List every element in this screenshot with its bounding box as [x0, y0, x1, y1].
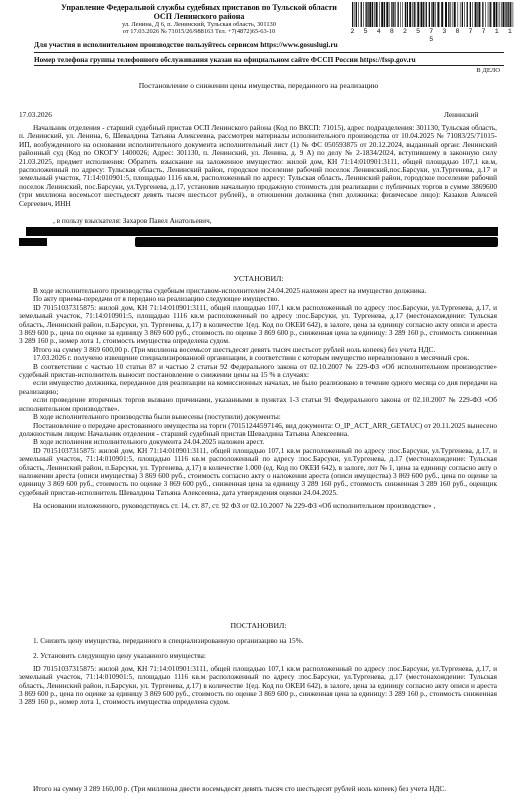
v-delo-mark: В ДЕЛО — [476, 67, 500, 74]
document-date: 17.03.2026 — [19, 110, 52, 119]
postanovil-item: 1. Снизить цену имущества, переданного в специализированную организацию на 15%. — [33, 636, 304, 645]
document-city: Ленинский — [444, 110, 479, 119]
redaction-bar — [135, 237, 498, 247]
document-reference: от 17.03.2026 № 71015/26/988163 Тел. +7(4872)65-63-10 — [122, 28, 276, 36]
ustanovil-paragraph: ID 70151037315875: жилой дом, КН 71:14:010901:3111, общей площадью 107,1 кв.м расположенный по адресу :пос.Барсуки, ул.Тургенева, д.17, и земельный участок, 71:14:010901:5, площадью 1116 кв.м расположенный по адресу :пос.Барсуки, ул.Тургенева, д.17 (местонахождение: Тульская область, Ленинский район, п.Барсуки, ул. Тургенева, д.17) в количестве 1.000 (ед. Код по ОКЕИ 642), в залоге, лот № 1, цена за единицу согласно акту о наложении ареста (описи имущества) 3 869 600 руб., стоимость согласно акту о наложении ареста (описи имущества) 3 869 600 руб., цена по оценке за единицу 3 869 600 руб., стоимость по оценке 3 869 600 руб., сниженная цена за единицу 3 289 160 руб., стоимость сниженная 3 289 160 руб., оценщик судебный пристав-исполнитель Шевалдина Татьяна Алексеевна, дата утверждения оценки 24.04.2025. — [19, 445, 497, 497]
organization-address — [34, 21, 364, 35]
total-final — [19, 785, 497, 793]
ustanovil-paragraph: ID 70151037315875: жилой дом, КН 71:14:010901:3111, общей площадью 107,1 кв.м расположенный по адресу :пос.Барсуки, ул.Тургенева, д.17, и земельный участок, 71:14:010901:5, площадью 1116 кв.м расположенный по адресу :пос.Барсуки, ул. Тургенева, д.17 (местонахождение: Тульская область, Ленинский район, п.Барсуки, ул. Тургенева, д.17) в количестве 1(ед. Код по ОКЕИ 642), в залоге, цена за единицу согласно акту описи и ареста 3 869 600 р., цена по оценке за единицу 3 869 600 руб., стоимость по оценке 3 869 600 р., сниженная цена за единицу: 3 289 160 р., стоимость сниженная 3 289 160 р., номер лота 1, стоимость имущества определена судом. — [19, 302, 497, 346]
organization-name: Управление Федеральной службы судебных приставов по Тульской области — [61, 3, 337, 12]
postanovil-section — [19, 637, 497, 707]
phone-notice: Номер телефона группы телефонного обслуживания указан на официальном сайте ФССП России https://fssp.gov.ru — [34, 55, 416, 64]
address-line: ул. Ленина, Д 6, п. Ленинский, Тульская область, 301130 — [122, 21, 276, 28]
organization-header — [34, 4, 364, 21]
ustanovil-paragraph: 17.03.2026 г. получено извещение специализированной организации, в соответствии с которым имущество нереализовано в месячный срок. — [33, 353, 470, 363]
barcode-image — [350, 2, 515, 27]
barcode-number: 2 5 4 8 2 5 7 3 8 7 7 1 1 5 — [350, 28, 515, 44]
document-title: Постановление о снижении цены имущества, переданного на реализацию — [138, 81, 379, 90]
ustanovil-paragraph: По акту приема-передачи от я передано на реализацию следующее имущество. — [33, 294, 280, 304]
ustanovil-paragraph: На основании изложенного, руководствуясь ст. 14, ст. 87, ст. 92 ФЗ от 02.10.2007 № 229-ФЗ «Об исполнительном производстве» , — [33, 501, 436, 511]
ustanovil-paragraph: если имущество должника, переданное для реализации на комиссионных началах, не было реализовано в течение одного месяца со дня передачи на реализацию; — [19, 378, 497, 396]
total-final-text: Итого на сумму 3 289 160,00 р. (Три миллиона двести восемьдесят девять тысяч сто шестьдесят рублей ноль копеек) без учета НДС. — [33, 784, 447, 793]
ustanovil-paragraph: Итого на сумму 3 869 600,00 р. (Три миллиона восемьсот шестьдесят девять тысяч шестьсот рублей ноль копеек) без учета НДС. — [33, 344, 436, 354]
ustanovil-paragraph: В ходе исполнительного производства судебным приставом-исполнителем 24.04.2025 наложен арест на имущество должника. — [33, 286, 427, 295]
postanovil-item: ID 70151037315875: жилой дом, КН 71:14:010901:3111, общей площадью 107,1 кв.м расположенный по адресу :пос.Барсуки, ул.Тургенева, д.17, и земельный участок, 71:14:010901:5, площадью 1116 кв.м расположенный по адресу :пос.Барсуки, ул.Тургенева, д.17 (местонахождение: Тульская область, Ленинский район, п.Барсуки, ул. Тургенева, д.17) в количестве 1(ед. Код по ОКЕИ 642), в залоге, цена за единицу согласно акту описи и ареста 3 869 600 р., цена по оценке за единицу 3 869 600 руб., стоимость по оценке 3 869 600 р., сниженная цена за единицу: 3 289 160 р., стоимость сниженная 3 289 160 р., номер лота 1, стоимость имущества определена судом. — [19, 663, 497, 707]
ustanovil-paragraph: В соответствии с частью 10 статьи 87 и частью 2 статьи 92 Федерального закона от 02.10.2007 № 229-ФЗ «Об исполнительном производстве» судебный пристав-исполнитель выносит постановление о снижении цены на 15 % в случаях: — [19, 361, 497, 380]
intro-paragraph: Начальник отделения - старший судебный пристав ОСП Ленинского района (Код по ВКСП: 71015), адрес подразделения: 301130, Тульская область, п. Ленинский, ул. Ленина, 6, Шевалдина Татьяна Алексеевна, рассмотрев материалы исполнительного производства от 10.04.2025 № 71083/25/71015-ИП, возбужденного на основании исполнительного документа исполнительный лист (1) № ФС 050593875 от 20.12.2024, выданный орган: Ленинский районный суд (Код по ОКОГУ 1400026; Адрес: 301130, п. Ленинский, ул. Ленина, д. 9 А) по делу № 2-1834/2024, вступившему в законную силу 21.03.2025, предмет исполнения: Обратить взыскание на заложенное имущество: жилой дом, КН 71:14:010901:3111, общей площадью 107,1 кв.м, расположенный по адресу: Тульская область, Ленинский район, городское поселение рабочий поселок Ленинский,пос.Барсуки, ул.Тургенева, д.17 и земельный участок, 71:14:010901:5, площадью 1116 кв.м, расположенный по адресу: Тульская область, Ленинский район, городское поселение рабочий поселок Ленинский, пос.Барсуки, ул.Тургенева, д.17, установив начальную продажную стоимость для реализации с публичных торгов в сумме 3869600 (три миллиона восемьсот шестьдесят девять тысяч шестьсот рублей)., в отношении должника (тип должника: физическое лицо): Казаков Алексей Сергеевич, ИНН — [19, 123, 497, 208]
department-name: ОСП Ленинского района — [153, 11, 245, 21]
header-divider — [34, 65, 504, 66]
intro-section — [19, 124, 497, 225]
ustanovil-section — [19, 287, 497, 511]
ustanovil-heading: УСТАНОВИЛ: — [233, 274, 284, 283]
header-divider — [34, 52, 504, 53]
ustanovil-paragraph: Постановление о передаче арестованного имущества на торги (70151244597146, вид документа: O_IP_ACT_ARR_GETAUC) от 20.11.2025 вынесено должностным лицом: Начальник отделения - старший судебный пристав Шевалдина Татьяна Алексеевна. — [19, 420, 497, 438]
postanovil-item: 2. Установить следующую цену указанного имущества: — [33, 651, 206, 661]
redaction-bar — [26, 227, 498, 236]
gosuslugi-notice: Для участия в исполнительном производстве пользуйтесь сервисом https://www.gosuslugi.ru — [34, 40, 338, 49]
ustanovil-paragraph: В ходе исполнительного производства были вынесены (поступили) документы: — [33, 412, 281, 422]
ustanovil-paragraph: В ходе исполнения исполнительного документа 24.04.2025 наложен арест. — [33, 437, 265, 447]
postanovil-heading: ПОСТАНОВИЛ: — [230, 621, 287, 630]
ustanovil-paragraph: если проведение вторичных торгов вызвано причинами, указанными в пунктах 1-3 статьи 91 Федерального закона от 02.10.2007 № 229-ФЗ «Об исполнительном производстве». — [19, 395, 497, 413]
intro-paragraph: , в пользу взыскателя: Захаров Павел Анатольевич, — [53, 216, 212, 226]
redaction-bar — [19, 238, 47, 246]
